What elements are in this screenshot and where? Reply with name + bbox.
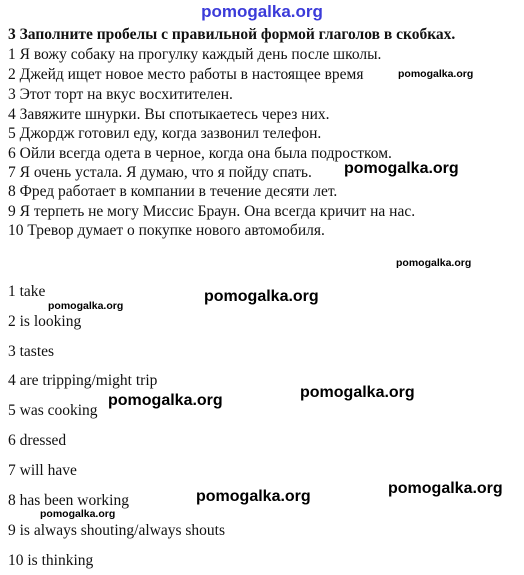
exercise-sentence-1: 1 Я вожу собаку на прогулку каждый день после школы.: [8, 46, 382, 63]
watermark: pomogalka.org: [196, 488, 311, 505]
watermark: pomogalka.org: [344, 160, 459, 177]
site-header-logo: pomogalka.org: [201, 2, 323, 21]
answer-10: 10 is thinking: [8, 552, 94, 569]
watermark: pomogalka.org: [48, 300, 124, 312]
answer-2: 2 is looking: [8, 313, 82, 330]
watermark: pomogalka.org: [388, 480, 503, 497]
watermark: pomogalka.org: [204, 288, 319, 305]
answer-6: 6 dressed: [8, 432, 67, 449]
answer-8: 8 has been working: [8, 492, 129, 509]
watermark: pomogalka.org: [398, 68, 474, 80]
exercise-sentence-7: 7 Я очень устала. Я думаю, что я пойду спать.: [8, 164, 312, 181]
exercise-sentence-4: 4 Завяжите шнурки. Вы спотыкаетесь через них.: [8, 106, 330, 123]
exercise-sentence-6: 6 Ойли всегда одета в черное, когда она была подростком.: [8, 145, 392, 162]
exercise-sentence-5: 5 Джордж готовил еду, когда зазвонил телефон.: [8, 125, 322, 142]
exercise-sentence-10: 10 Тревор думает о покупке нового автомобиля.: [8, 222, 325, 239]
watermark: pomogalka.org: [396, 257, 472, 269]
watermark: pomogalka.org: [300, 384, 415, 401]
answer-5: 5 was cooking: [8, 402, 98, 419]
exercise-sentence-9: 9 Я терпеть не могу Миссис Браун. Она всегда кричит на нас.: [8, 203, 416, 220]
watermark: pomogalka.org: [40, 508, 116, 520]
answer-4: 4 are tripping/might trip: [8, 372, 158, 389]
answer-9: 9 is always shouting/always shouts: [8, 522, 225, 539]
watermark: pomogalka.org: [108, 392, 223, 409]
answer-7: 7 will have: [8, 462, 77, 479]
exercise-sentence-8: 8 Фред работает в компании в течение десяти лет.: [8, 183, 338, 200]
answer-1: 1 take: [8, 283, 46, 300]
exercise-sentence-2: 2 Джейд ищет новое место работы в настоящее время: [8, 66, 364, 83]
exercise-title: 3 Заполните пробелы с правильной формой глаголов в скобках.: [8, 26, 456, 43]
exercise-sentence-3: 3 Этот торт на вкус восхитителен.: [8, 86, 233, 103]
answer-3: 3 tastes: [8, 343, 55, 360]
